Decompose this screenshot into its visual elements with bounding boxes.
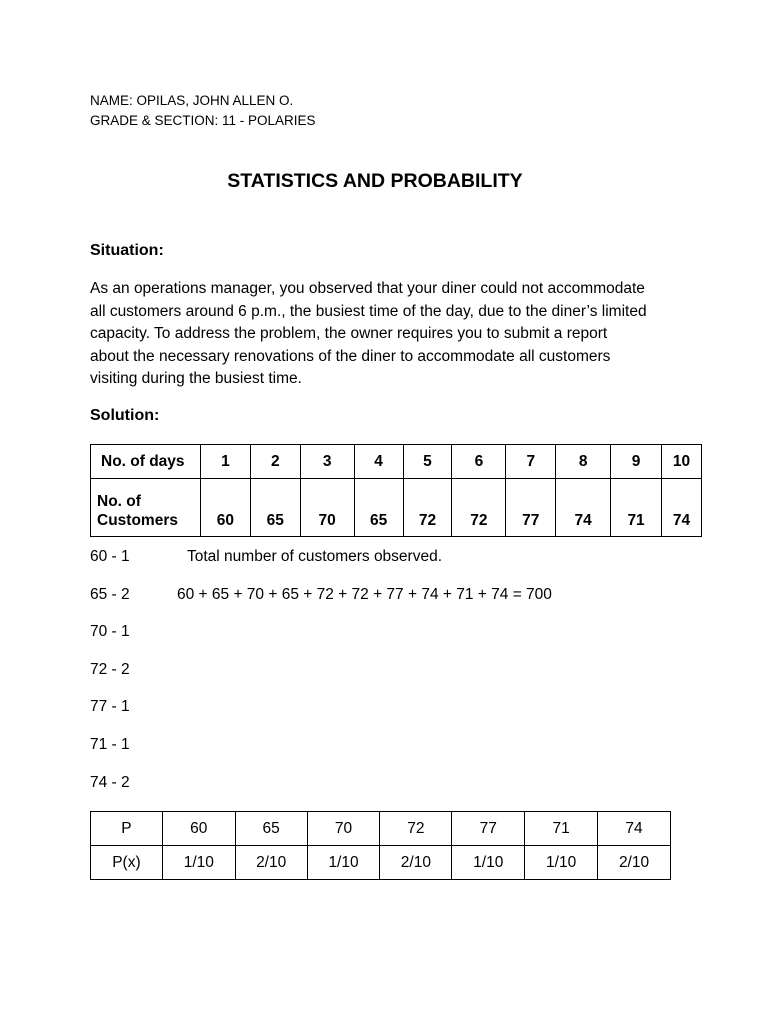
value-cell: 65 [235, 812, 307, 846]
customer-cell: 60 [200, 479, 250, 537]
p-header-cell: P [91, 812, 163, 846]
situation-line: about the necessary renovations of the diner to accommodate all customers [90, 347, 611, 365]
px-header-cell: P(x) [91, 846, 163, 880]
frequency-item: 77 - 1 [90, 698, 130, 715]
customer-cell: 74 [662, 479, 702, 537]
situation-line: all customers around 6 p.m., the busiest time of the day, due to the diner’s limited [90, 302, 647, 320]
customers-row [91, 479, 702, 537]
day-cell: 8 [556, 445, 611, 479]
customers-header-line: No. of [97, 493, 141, 510]
value-cell: 70 [307, 812, 380, 846]
day-cell: 3 [300, 445, 354, 479]
day-cell: 1 [200, 445, 250, 479]
probability-row [91, 846, 671, 880]
frequency-item: 70 - 1 [90, 623, 130, 640]
day-cell: 4 [354, 445, 403, 479]
situation-label: Situation: [90, 242, 164, 259]
day-cell: 2 [250, 445, 300, 479]
customer-cell: 72 [452, 479, 506, 537]
customer-cell: 70 [300, 479, 354, 537]
probability-cell: 2/10 [235, 846, 307, 880]
customer-cell: 71 [611, 479, 662, 537]
day-cell: 10 [662, 445, 702, 479]
student-name: NAME: OPILAS, JOHN ALLEN O. [90, 93, 294, 108]
day-cell: 6 [452, 445, 506, 479]
day-cell: 9 [611, 445, 662, 479]
probability-cell: 2/10 [380, 846, 452, 880]
frequency-item: 74 - 2 [90, 774, 130, 791]
probability-cell: 1/10 [162, 846, 235, 880]
situation-line: capacity. To address the problem, the owner requires you to submit a report [90, 325, 608, 342]
total-equation: 60 + 65 + 70 + 65 + 72 + 72 + 77 + 74 + 71 + 74 = 700 [177, 586, 552, 603]
probability-cell: 1/10 [307, 846, 380, 880]
days-row [91, 445, 702, 479]
value-row [91, 812, 671, 846]
frequency-item: 71 - 1 [90, 736, 130, 753]
solution-label: Solution: [90, 407, 160, 424]
probability-table [90, 811, 671, 880]
days-header-cell: No. of days [91, 445, 201, 479]
probability-cell: 1/10 [452, 846, 525, 880]
situation-line: As an operations manager, you observed that your diner could not accommodate [90, 280, 645, 297]
value-cell: 71 [525, 812, 598, 846]
customers-header-cell [91, 479, 201, 537]
customers-table [90, 444, 702, 537]
customer-cell: 72 [403, 479, 452, 537]
probability-cell: 1/10 [525, 846, 598, 880]
value-cell: 74 [598, 812, 671, 846]
frequency-item: 72 - 2 [90, 661, 130, 678]
situation-line: visiting during the busiest time. [90, 370, 302, 387]
value-cell: 60 [162, 812, 235, 846]
customer-cell: 77 [506, 479, 556, 537]
frequency-item: 65 - 2 [90, 586, 130, 603]
value-cell: 77 [452, 812, 525, 846]
customer-cell: 65 [250, 479, 300, 537]
page-title: STATISTICS AND PROBABILITY [227, 170, 523, 192]
day-cell: 5 [403, 445, 452, 479]
day-cell: 7 [506, 445, 556, 479]
situation-paragraph [90, 278, 690, 391]
value-cell: 72 [380, 812, 452, 846]
frequency-item: 60 - 1 [90, 548, 130, 565]
grade-section: GRADE & SECTION: 11 - POLARIES [90, 113, 316, 128]
customer-cell: 74 [556, 479, 611, 537]
customers-header-line: Customers [97, 512, 178, 529]
total-note: Total number of customers observed. [187, 548, 443, 565]
customer-cell: 65 [354, 479, 403, 537]
probability-cell: 2/10 [598, 846, 671, 880]
